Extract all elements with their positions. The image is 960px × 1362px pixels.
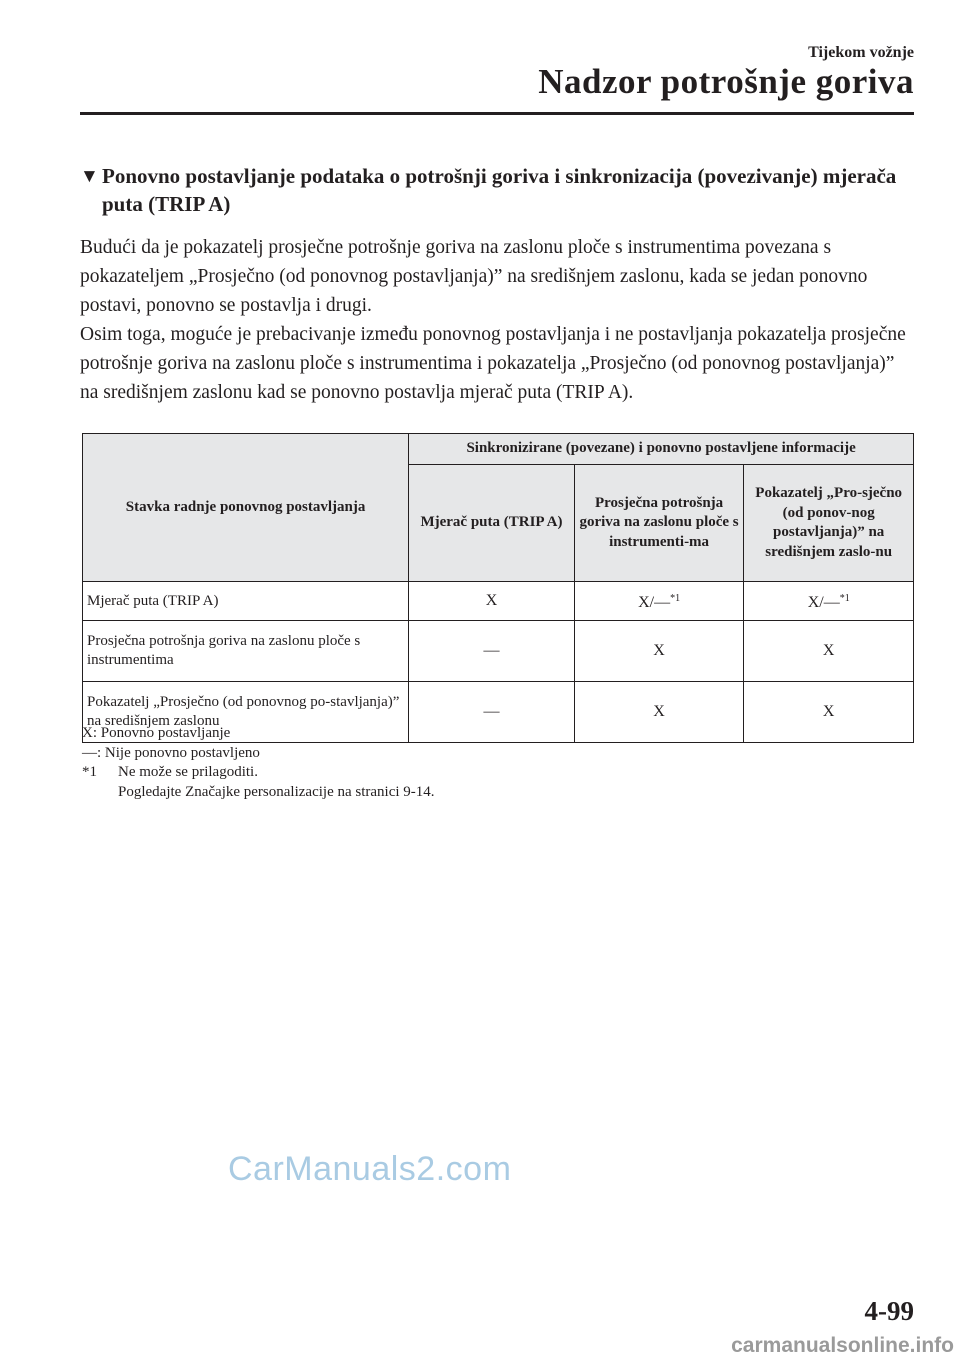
paragraph-2: Osim toga, moguće je prebacivanje između ponovnog postavljanja i ne postavljanja pokazatelja prosječne potrošnje goriva na zaslonu ploče s instrumentima i pokazatelja „Prosječno (od ponovnog postavljanja)” na središnjem zaslonu kad se ponovno postavlja mjerač puta (TRIP A). xyxy=(80,324,906,403)
table-header-item: Stavka radnje ponovnog postavljanja xyxy=(83,434,409,582)
cell: X xyxy=(574,682,744,743)
section-body xyxy=(80,233,914,407)
table-row xyxy=(83,582,914,621)
table-header-trip: Mjerač puta (TRIP A) xyxy=(409,465,575,582)
paragraph-1: Budući da je pokazatelj prosječne potrošnje goriva na zaslonu ploče s instrumentima povezana s pokazateljem „Prosječno (od ponovnog postavljanja)” na središnjem zaslonu, kada se jedan ponovno postavi, ponovno se postavlja i drugi. xyxy=(80,237,868,316)
footnote-mark: *1 xyxy=(82,764,97,780)
table-header-center: Pokazatelj „Pro-sječno (od ponov-nog postavljanja)” na središnjem zaslo-nu xyxy=(744,465,914,582)
page-number: 4-99 xyxy=(864,1296,914,1326)
cell: X xyxy=(744,682,914,743)
footnote xyxy=(82,763,435,783)
section xyxy=(80,162,914,407)
footnote-text: Ne može se prilagoditi. xyxy=(118,764,258,780)
row-label: Mjerač puta (TRIP A) xyxy=(83,582,409,621)
cell: — xyxy=(409,682,575,743)
triangle-down-icon: ▼ xyxy=(80,166,99,187)
cell xyxy=(574,582,744,621)
table-row xyxy=(83,621,914,682)
cell xyxy=(744,582,914,621)
watermark: CarManuals2.com xyxy=(228,1150,512,1188)
cell: X xyxy=(409,582,575,621)
legend-x: X: Ponovno postavljanje xyxy=(82,725,231,741)
section-heading-text: Ponovno postavljanje podataka o potrošnji goriva i sinkronizacija (povezivanje) mjerača puta (TRIP A) xyxy=(102,164,897,216)
header-divider xyxy=(80,112,914,115)
cell-value: X/— xyxy=(638,594,671,612)
cell: — xyxy=(409,621,575,682)
reset-sync-table xyxy=(82,433,914,743)
cell: X xyxy=(574,621,744,682)
row-label: Pokazatelj „Prosječno (od ponovnog po-stavljanja)” na središnjem zaslonu xyxy=(83,682,409,743)
table-header-cluster: Prosječna potrošnja goriva na zaslonu ploče s instrumenti-ma xyxy=(574,465,744,582)
footnote-ref: *1 xyxy=(839,593,850,605)
chapter-title: Tijekom vožnje xyxy=(808,44,914,61)
table-legend xyxy=(82,724,435,802)
legend-dash: —: Nije ponovno postavljeno xyxy=(82,744,260,761)
footnote-ref: *1 xyxy=(670,593,681,605)
row-label: Prosječna potrošnja goriva na zaslonu ploče s instrumentima xyxy=(83,621,409,682)
cell: X xyxy=(744,621,914,682)
table-header-group: Sinkronizirane (povezane) i ponovno postavljene informacije xyxy=(409,434,914,465)
cell-value: X/— xyxy=(807,594,840,612)
footnote-reference: Pogledajte Značajke personalizacije na stranici 9-14. xyxy=(118,783,435,800)
page-title: Nadzor potrošnje goriva xyxy=(538,62,914,101)
section-heading xyxy=(80,162,914,218)
footer-brand: carmanualsonline.info xyxy=(731,1334,954,1357)
